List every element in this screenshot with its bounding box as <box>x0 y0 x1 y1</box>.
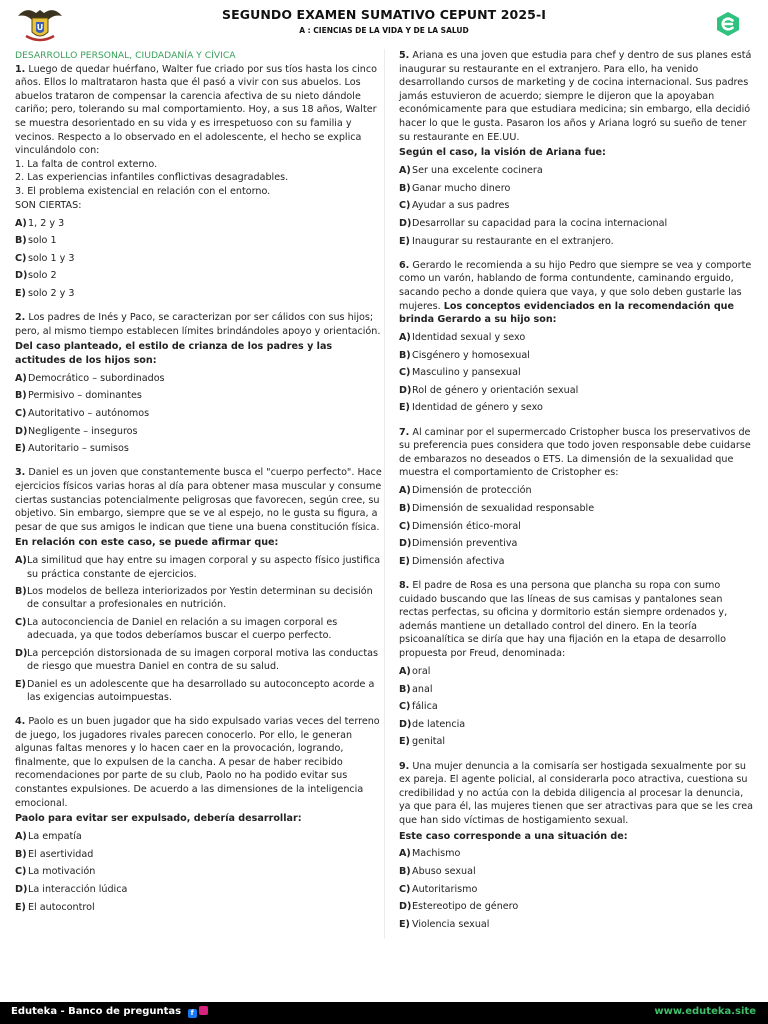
section-heading: DESARROLLO PERSONAL, CIUDADANÍA Y CÍVICA <box>15 50 236 61</box>
statement-item: 3. El problema existencial en relación con el entorno. <box>15 185 271 197</box>
option-d[interactable]: D) Rol de género y orientación sexual <box>399 384 579 396</box>
option-c[interactable]: C) Ayudar a sus padres <box>399 200 510 212</box>
option-e[interactable]: E) Daniel es un adolescente que ha desarrollado su autoconcepto acorde a las exigencias autoimpuestas. <box>15 678 375 703</box>
option-c[interactable]: C) Dimensión ético-moral <box>399 520 521 532</box>
question-stem: 5. Ariana es una joven que estudia para chef y dentro de sus planes está inaugurar su restaurante en el extranjero. Para ello, ha venido desarrollando cursos de marketing y de cocina internacional. Sus padres jamás estuvieron de acuerdo; siempre le dijeron que la apoyaban económicamente para que estudiara medicina; sin embargo, ella decidió hacer lo que le gusta. Pasaron los años y Ariana logró su sueño de tener su restaurante en EE.UU. <box>399 50 752 143</box>
question-stem: 8. El padre de Rosa es una persona que plancha su ropa con sumo cuidado buscando que las líneas de sus camisas y pantalones sean rectas perfectas, su oficina y dormitorio están siempre ordenados y, además mantiene un detallado control del dinero. En la teoría psicoanalítica se diría que hay una fijación en la etapa de desarrollo propuesta por Freud, denominada: <box>399 580 728 659</box>
option-c[interactable]: C) La motivación <box>15 866 96 878</box>
question-8 <box>399 579 755 749</box>
option-d[interactable]: D) Desarrollar su capacidad para la cocina internacional <box>399 217 668 229</box>
option-c[interactable]: C) Autoritarismo <box>399 883 478 895</box>
option-a[interactable]: A) Identidad sexual y sexo <box>399 332 526 344</box>
eduteka-brand-icon <box>716 11 740 37</box>
exam-title: SEGUNDO EXAMEN SUMATIVO CEPUNT 2025-I <box>221 7 546 22</box>
question-6 <box>399 259 755 415</box>
question-prompt: SON CIERTAS: <box>15 199 82 211</box>
option-d[interactable]: D) La percepción distorsionada de su imagen corporal motiva las conductas de riesgo que muestra Daniel en contra de su salud. <box>15 647 378 672</box>
option-a[interactable]: A) Democrático – subordinados <box>15 372 165 384</box>
question-stem: 6. Gerardo le recomienda a su hijo Pedro que siempre se vea y comporte como un varón, hablando de forma contundente, caminando erguido, sacando pecho a donde quiera que vaya, y que solo deben gustarle las mujeres. Los conceptos evidenciados en la recomendación que brinda Gerardo a su hijo son: <box>399 259 752 326</box>
option-a[interactable]: A) Dimensión de protección <box>399 485 532 497</box>
question-stem: 3. Daniel es un joven que constantemente busca el "cuerpo perfecto". Hace ejercicios físicos varias horas al día para obtener masa muscular y consume ciertas sustancias potencialmente peligrosas que favorecen, según cree, su objetivo. Sin embargo, siempre que se ve al espejo, no le gusta su figura, a pesar de que sus amigos le indican que tiene una buena constitución física. <box>15 467 382 533</box>
question-1 <box>15 63 383 301</box>
option-d[interactable]: D) de latencia <box>399 718 466 730</box>
option-c[interactable]: C) Autoritativo – autónomos <box>15 408 150 420</box>
question-prompt: Del caso planteado, el estilo de crianza de los padres y las actitudes de los hijos son: <box>15 341 333 366</box>
question-prompt: Según el caso, la visión de Ariana fue: <box>399 147 606 159</box>
footer-site-link[interactable]: www.eduteka.site <box>654 1006 756 1017</box>
left-column <box>15 49 383 917</box>
option-b[interactable]: B) El asertividad <box>15 848 94 860</box>
question-3 <box>15 466 383 704</box>
option-c[interactable]: C) fálica <box>399 701 438 713</box>
option-c[interactable]: C) La autoconciencia de Daniel en relación a su imagen corporal es adecuada, ya que todos deberíamos buscar el cuerpo perfecto. <box>15 616 338 642</box>
option-e[interactable]: E) Identidad de género y sexo <box>399 402 543 414</box>
question-prompt: Este caso corresponde a una situación de: <box>399 830 628 842</box>
footer-label <box>11 1006 208 1018</box>
option-b[interactable]: B) solo 1 <box>15 235 57 247</box>
page-header <box>0 0 768 44</box>
option-c[interactable]: C) Masculino y pansexual <box>399 367 521 379</box>
svg-text:U: U <box>36 23 44 32</box>
option-a[interactable]: A) 1, 2 y 3 <box>15 217 65 229</box>
option-e[interactable]: E) Violencia sexual <box>399 918 490 930</box>
statement-item: 2. Las experiencias infantiles conflictivas desagradables. <box>15 172 289 184</box>
option-d[interactable]: D) Dimensión preventiva <box>399 538 518 550</box>
question-7 <box>399 426 755 568</box>
right-column <box>399 49 755 934</box>
question-4 <box>15 715 383 914</box>
option-b[interactable]: B) Dimensión de sexualidad responsable <box>399 503 595 515</box>
option-e[interactable]: E) Autoritario – sumisos <box>15 443 129 455</box>
option-d[interactable]: D) Negligente – inseguros <box>15 425 138 437</box>
question-stem: 9. Una mujer denuncia a la comisaría ser hostigada sexualmente por su ex pareja. El agente policial, al considerarla poco atractiva, cuestiona su credibilidad y no actúa con la debida diligencia al procesar la denuncia, ya que para él, las mujeres tienen que ser atractivas para que se les crea que han sido víctimas de hostigamiento sexual. <box>399 760 754 826</box>
option-a[interactable]: A) Ser una excelente cocinera <box>399 165 543 177</box>
option-b[interactable]: B) anal <box>399 683 433 695</box>
question-prompt: Paolo para evitar ser expulsado, debería desarrollar: <box>15 813 302 825</box>
question-prompt: Los conceptos evidenciados en la recomendación que brinda Gerardo a su hijo son: <box>399 300 735 326</box>
footer-text: Eduteka - Banco de preguntas <box>11 1006 182 1017</box>
facebook-icon[interactable]: f <box>188 1009 197 1018</box>
option-d[interactable]: D) solo 2 <box>15 270 57 282</box>
option-e[interactable]: E) Inaugurar su restaurante en el extranjero. <box>399 235 614 247</box>
column-divider <box>384 49 385 939</box>
page-footer <box>0 1002 768 1024</box>
option-e[interactable]: E) El autocontrol <box>15 901 95 913</box>
statement-list <box>15 158 383 199</box>
option-b[interactable]: B) Cisgénero y homosexual <box>399 349 530 361</box>
question-9 <box>399 760 755 932</box>
statement-item: 1. La falta de control externo. <box>15 158 158 170</box>
option-e[interactable]: E) solo 2 y 3 <box>15 287 75 299</box>
question-stem: 1. Luego de quedar huérfano, Walter fue criado por sus tíos hasta los cinco años. Ellos lo maltrataron hasta que él pasó a vivir con sus abuelos. Los abuelos trataron de compensar la carencia afectiva de su nieto dándole cariño; pero, tolerando su mal comportamiento. Hoy, a sus 18 años, Walter se muestra desorientado en su vida y es irrespetuoso con su familia y vecinos. Respecto a lo observado en el adolescente, el hecho se explica vinculándolo con: <box>15 63 378 157</box>
question-prompt: En relación con este caso, se puede afirmar que: <box>15 537 279 549</box>
question-stem: 4. Paolo es un buen jugador que ha sido expulsado varias veces del terreno de juego, los jugadores rivales parecen conocerlo. Por ello, le generan algunas faltas menores y lo hacen caer en la provocación, logrando, finalmente, que lo expulsen de la cancha. A pesar de haber recibido recomendaciones por parte de su club, Paolo no ha podido evitar sus constantes expulsiones. De acuerdo a las dimensiones de la inteligencia emocional. <box>15 715 380 809</box>
option-b[interactable]: B) Ganar mucho dinero <box>399 182 511 194</box>
option-a[interactable]: A) La empatía <box>15 831 82 843</box>
question-2 <box>15 311 383 455</box>
option-a[interactable]: A) Machismo <box>399 848 461 860</box>
exam-subtitle: A : CIENCIAS DE LA VIDA Y DE LA SALUD <box>299 26 469 35</box>
option-a[interactable]: A) oral <box>399 665 431 677</box>
option-b[interactable]: B) Los modelos de belleza interiorizados por Yestin determinan su decisión de consultar a profesionales en nutrición. <box>15 586 373 611</box>
option-c[interactable]: C) solo 1 y 3 <box>15 252 75 264</box>
option-e[interactable]: E) Dimensión afectiva <box>399 555 505 567</box>
option-d[interactable]: D) Estereotipo de género <box>399 901 519 913</box>
question-stem: 7. Al caminar por el supermercado Cristopher busca los preservativos de su preferencia pues considera que todo joven responsable debe cuidarse de embarazos no deseados o ETS. La dimensión de la sexualidad que muestra el comportamiento de Cristopher es: <box>399 426 751 479</box>
option-b[interactable]: B) Permisivo – dominantes <box>15 390 142 402</box>
question-stem: 2. Los padres de Inés y Paco, se caracterizan por ser cálidos con sus hijos; pero, al mismo tiempo establecen límites brindándoles apoyo y orientación. <box>15 312 381 337</box>
option-d[interactable]: D) La interacción lúdica <box>15 883 128 895</box>
option-a[interactable]: A) La similitud que hay entre su imagen corporal y su aspecto físico justifica su práctica constante de ejercicios. <box>15 555 381 580</box>
question-5 <box>399 49 755 248</box>
option-e[interactable]: E) genital <box>399 736 446 748</box>
option-b[interactable]: B) Abuso sexual <box>399 866 476 878</box>
instagram-icon[interactable] <box>199 1006 208 1015</box>
